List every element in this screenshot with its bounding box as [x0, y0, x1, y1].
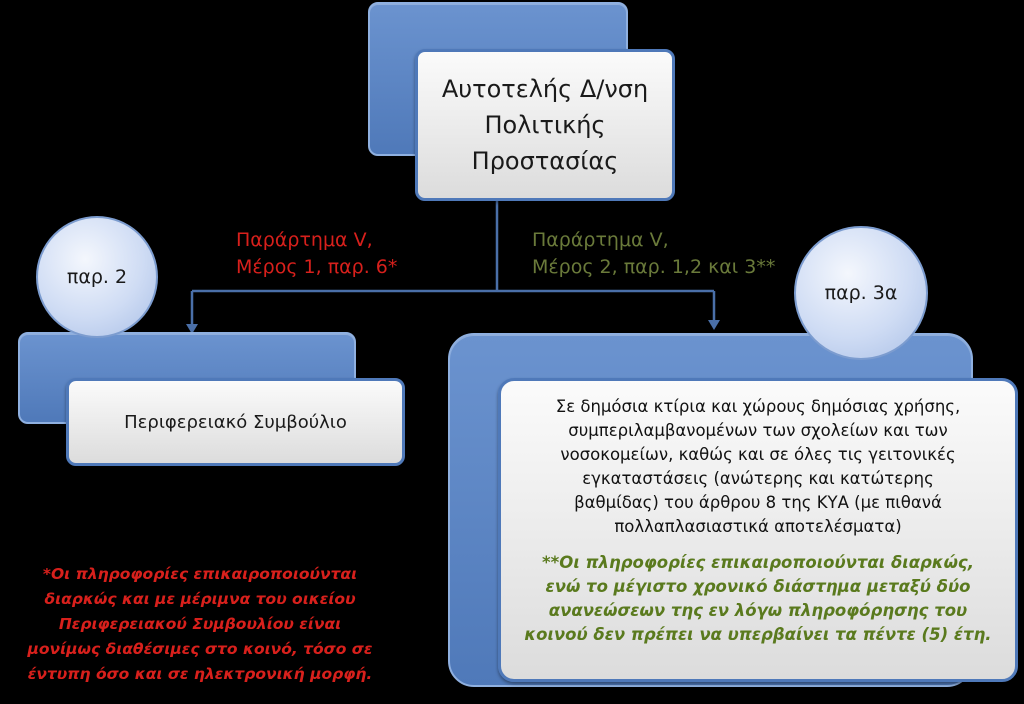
right-annex-line-2: Μέρος 2, παρ. 1,2 και 3** [532, 256, 776, 278]
top-node-title-line-2: Πολιτικής [484, 111, 606, 139]
left-annex-line-2: Μέρος 1, παρ. 6* [236, 256, 398, 278]
left-node-label: Περιφερειακό Συμβούλιο [124, 411, 347, 433]
footnote-line-4: μονίμως διαθέσιμες στο κοινό, τόσο σε [27, 640, 373, 658]
right-circle-badge [794, 226, 928, 360]
right-circle-label: παρ. 3α [824, 282, 898, 304]
description-line-2: συμπεριλαμβανομένων των σχολείων και των [568, 421, 948, 440]
top-node [415, 49, 675, 201]
note-line-3: ανανεώσεων της εν λόγω πληροφόρησης του [548, 601, 968, 620]
left-circle-label: παρ. 2 [66, 266, 128, 288]
left-annex-label [236, 227, 397, 281]
left-node [66, 378, 405, 466]
top-node-title-line-1: Αυτοτελής Δ/νση [441, 75, 649, 103]
description-line-4: εγκαταστάσεις (ανώτερης και κατώτερης [582, 469, 934, 488]
footnote-line-3: Περιφερειακού Συμβουλίου είναι [58, 615, 342, 633]
right-annex-line-1: Παράρτημα V, [532, 229, 669, 251]
right-node-note [524, 551, 991, 647]
footnote-line-5: έντυπη όσο και σε ηλεκτρονική μορφή. [27, 665, 373, 683]
description-line-5: βαθμίδας) του άρθρου 8 της ΚΥΑ (με πιθανά [574, 493, 942, 512]
note-line-4: κοινού δεν πρέπει να υπερβαίνει τα πέντε (5) έτη. [524, 625, 992, 644]
note-line-2: ενώ το μέγιστο χρονικό διάστημα μεταξύ δύο [545, 577, 971, 596]
description-line-3: νοσοκομείων, καθώς και σε όλες τις γειτονικές [560, 445, 956, 464]
footnote-line-1: *Οι πληροφορίες επικαιροποιούνται [42, 565, 358, 583]
left-annex-line-1: Παράρτημα V, [236, 229, 373, 251]
description-line-1: Σε δημόσια κτίρια και χώρους δημόσιας χρήσης, [555, 397, 961, 416]
right-annex-label [532, 227, 775, 281]
footnote-line-2: διαρκώς και με μέριμνα του οικείου [44, 590, 356, 608]
note-line-1: **Οι πληροφορίες επικαιροποιούνται διαρκώς, [542, 553, 974, 572]
description-line-6: πολλαπλασιαστικά αποτελέσματα) [614, 517, 902, 536]
right-node [498, 378, 1018, 682]
footnote [18, 562, 382, 687]
right-node-description [556, 395, 960, 539]
left-circle-badge [36, 216, 158, 338]
top-node-title-line-3: Προστασίας [471, 147, 619, 175]
